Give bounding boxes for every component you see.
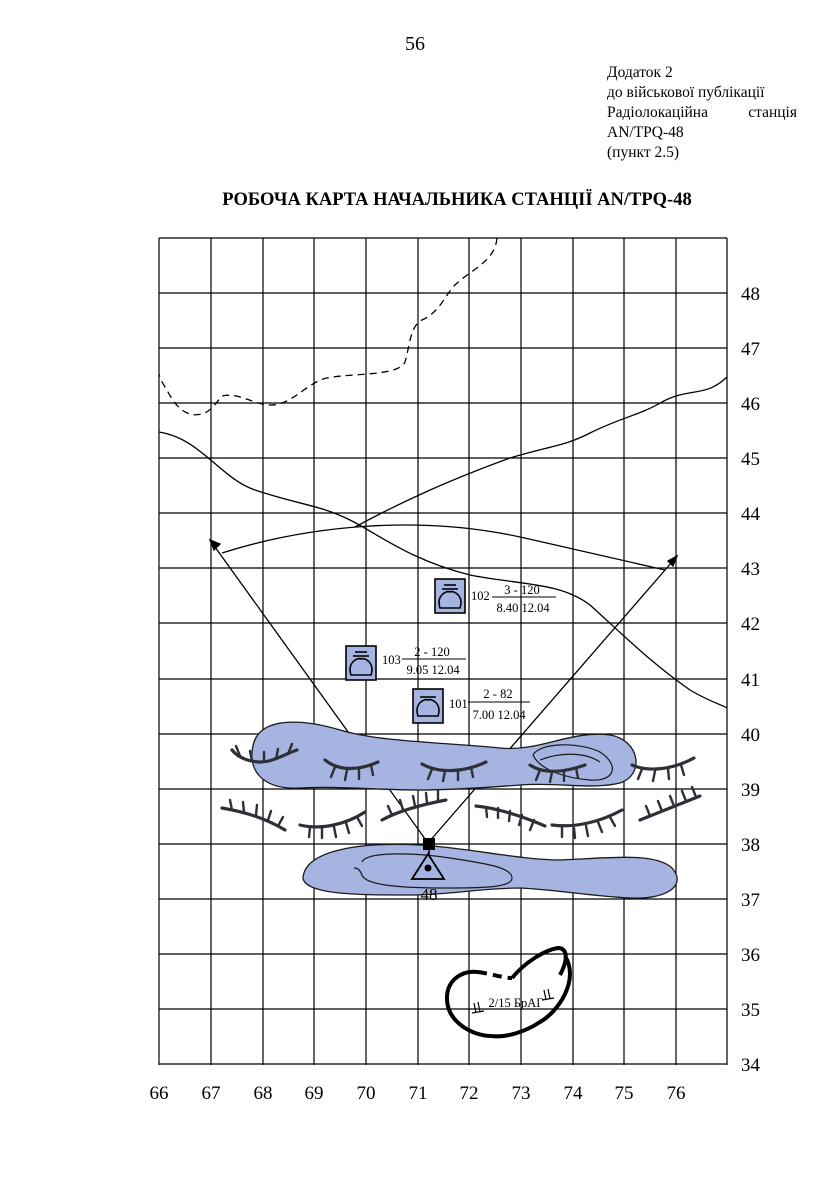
y-label: 36 — [741, 945, 760, 966]
position-numerator: 2 - 82 — [483, 687, 513, 701]
position-id: 103 — [382, 653, 401, 667]
unit-boundary — [478, 972, 512, 978]
x-label: 70 — [356, 1083, 376, 1104]
x-label: 74 — [563, 1083, 583, 1104]
position-symbol-103 — [346, 646, 376, 680]
x-axis-labels — [150, 1083, 686, 1104]
unit-boundary — [512, 948, 566, 978]
x-label: 68 — [253, 1083, 273, 1104]
y-label: 42 — [741, 614, 760, 635]
position-id: 101 — [449, 697, 468, 711]
position-denominator: 8.40 12.04 — [496, 601, 550, 615]
y-label: 46 — [741, 394, 760, 415]
x-label: 75 — [614, 1083, 634, 1104]
page-number: 56 — [405, 33, 425, 55]
y-label: 43 — [741, 559, 760, 580]
position-denominator: 7.00 12.04 — [472, 708, 526, 722]
x-label: 73 — [511, 1083, 531, 1104]
x-label: 66 — [149, 1083, 169, 1104]
y-label: 37 — [741, 890, 760, 911]
y-label: 48 — [741, 284, 760, 305]
x-label: 76 — [666, 1083, 686, 1104]
appendix-line: Додаток 2 — [607, 64, 673, 81]
radar-label: 48 — [420, 885, 438, 904]
appendix-word: Радіолокаційна — [607, 104, 708, 121]
radar-antenna — [423, 838, 435, 850]
position-id: 102 — [471, 589, 490, 603]
dashed-boundary-line — [159, 238, 497, 415]
obstacle-line — [222, 808, 285, 830]
y-label: 40 — [741, 725, 760, 746]
trajectory-arc — [222, 525, 665, 570]
sector-left-line — [215, 547, 428, 843]
page-title: РОБОЧА КАРТА НАЧАЛЬНИКА СТАНЦІЇ AN/TPQ-48 — [222, 190, 692, 210]
x-label: 72 — [459, 1083, 479, 1104]
y-label: 45 — [741, 449, 760, 470]
y-label: 38 — [741, 835, 760, 856]
y-label: 39 — [741, 780, 760, 801]
appendix-line: до військової публікації — [607, 84, 765, 101]
y-label: 44 — [741, 504, 760, 525]
position-numerator: 2 - 120 — [414, 645, 450, 659]
y-label: 34 — [741, 1055, 760, 1076]
x-label: 71 — [408, 1083, 428, 1104]
position-symbol-101 — [413, 689, 443, 723]
x-label: 69 — [304, 1083, 324, 1104]
terrain-line — [355, 377, 727, 527]
obstacle-line — [632, 758, 694, 769]
appendix-word: станція — [748, 104, 797, 121]
appendix-line: (пункт 2.5) — [607, 144, 680, 161]
x-label: 67 — [201, 1083, 221, 1104]
unit-label: 2/15 БрАГ — [488, 996, 544, 1010]
unit-area — [447, 948, 570, 1036]
zone-area — [303, 844, 677, 898]
appendix-line: AN/TPQ-48 — [607, 124, 684, 141]
y-axis-labels — [741, 284, 761, 1076]
obstacle-line — [300, 812, 365, 827]
y-label: 47 — [741, 339, 760, 360]
y-label: 35 — [741, 1000, 760, 1021]
position-denominator: 9.05 12.04 — [406, 663, 460, 677]
position-numerator: 3 - 120 — [504, 583, 540, 597]
position-symbol-102 — [435, 579, 465, 613]
y-label: 41 — [741, 670, 760, 691]
